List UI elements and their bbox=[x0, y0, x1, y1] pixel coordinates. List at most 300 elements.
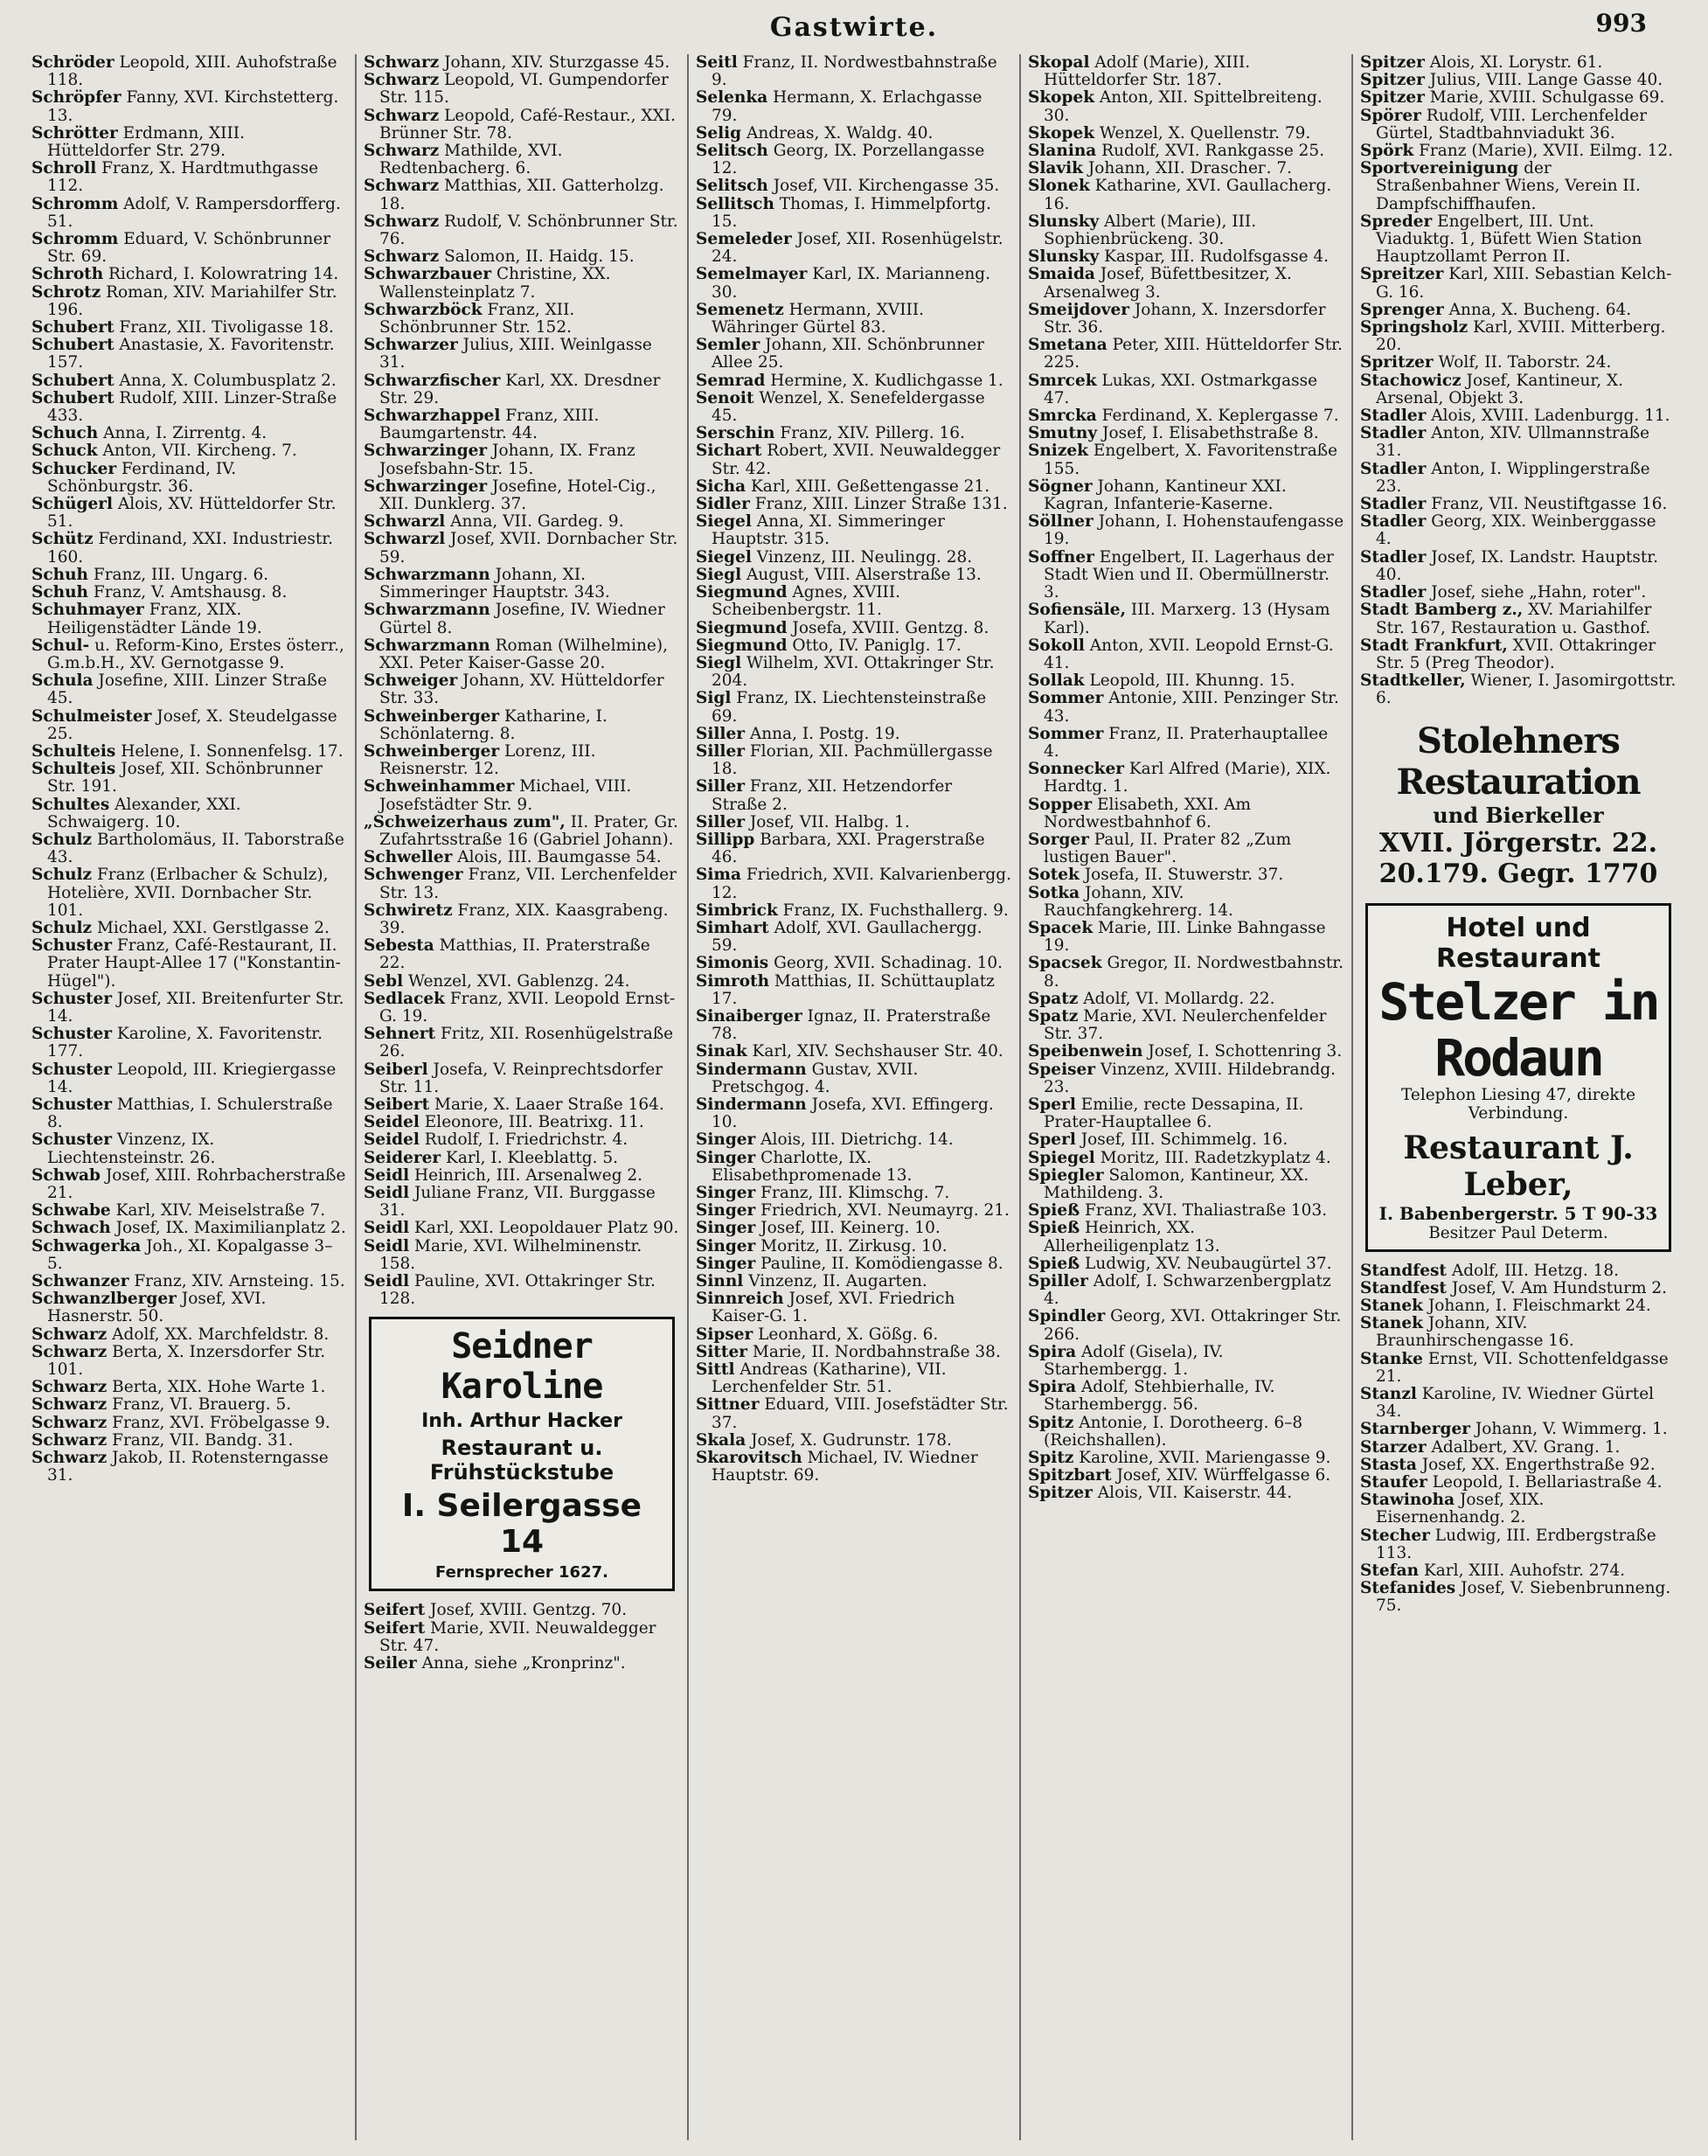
entry-details: Leopold, XIII. Auhofstraße 118. bbox=[47, 54, 337, 90]
entry-name: Stefanides bbox=[1360, 1579, 1456, 1598]
entry-details: Gregor, II. Nordwestbahnstr. 8. bbox=[1044, 954, 1343, 991]
entry-name: Sinaiberger bbox=[696, 1006, 802, 1026]
entry-details: Alois, XVIII. Ladenburgg. 11. bbox=[1426, 407, 1670, 426]
directory-entry bbox=[1028, 866, 1344, 884]
directory-entry bbox=[1360, 72, 1677, 89]
entry-details: Andreas (Katharine), VII. Lerchenfelder Str. 51. bbox=[712, 1360, 947, 1397]
entry-name: Sinnl bbox=[696, 1272, 744, 1291]
entry-name: Schubert bbox=[31, 336, 115, 355]
entry-details: Robert, XVII. Neuwaldegger Str. 42. bbox=[712, 442, 1001, 478]
entry-details: Charlotte, IX. Elisabethpromenade 13. bbox=[712, 1148, 913, 1185]
entry-name: Slonek bbox=[1028, 177, 1090, 196]
entry-details: Moritz, II. Zirkusg. 10. bbox=[755, 1236, 948, 1255]
entry-name: Seifert bbox=[364, 1601, 426, 1620]
directory-entry bbox=[364, 743, 680, 778]
directory-entry bbox=[31, 496, 348, 531]
entry-name: Sommer bbox=[1028, 724, 1104, 743]
directory-entry bbox=[1028, 1008, 1344, 1043]
ad-stolehner-sub: und Bierkeller bbox=[1433, 802, 1604, 828]
entry-name: Sebesta bbox=[364, 936, 434, 956]
directory-entry bbox=[31, 231, 348, 266]
entry-details: Johann, X. Inzersdorfer Str. 36. bbox=[1044, 300, 1326, 337]
entry-details: der Straßenbahner Wiens, Verein II. Dampfschiffhaufen. bbox=[1376, 159, 1641, 213]
entry-name: Stadler bbox=[1360, 407, 1427, 426]
entry-name: Schröder bbox=[31, 54, 115, 72]
directory-entry bbox=[696, 1255, 1012, 1273]
directory-entry bbox=[696, 177, 1012, 195]
entry-details: Franz (Erlbacher & Schulz), Hotelière, XVII. Dornbacher Str. 101. bbox=[47, 866, 329, 920]
directory-entry bbox=[696, 567, 1012, 584]
entry-details: Rudolf, XIII. Linzer-Straße 433. bbox=[47, 388, 337, 426]
directory-entry bbox=[31, 567, 348, 584]
entry-details: Adolf, I. Schwarzenbergplatz 4. bbox=[1044, 1272, 1331, 1309]
directory-entry bbox=[696, 1096, 1012, 1131]
entry-details: Karl Alfred (Marie), XIX. Hardtg. 1. bbox=[1044, 760, 1331, 796]
entry-name: Spitzer bbox=[1360, 71, 1425, 90]
ad-leber-address: I. Babenbergerstr. 5 T 90-33 bbox=[1378, 1202, 1658, 1224]
entry-details: III. Marxerg. 13 (Hysam Karl). bbox=[1044, 601, 1330, 637]
entry-details: Franz, IX. Liechtensteinstraße 69. bbox=[712, 689, 987, 726]
directory-entry bbox=[31, 442, 348, 460]
entry-details: Matthias, XII. Gatterholzg. 18. bbox=[379, 177, 664, 213]
entry-name: Stadtkeller, bbox=[1360, 671, 1466, 691]
directory-entry bbox=[696, 1273, 1012, 1290]
entry-name: Schubert bbox=[31, 318, 115, 337]
entry-name: Stadler bbox=[1360, 495, 1427, 514]
entry-name: Schuster bbox=[31, 1095, 113, 1114]
entry-name: Singer bbox=[696, 1184, 756, 1202]
entry-name: Schwenger bbox=[364, 866, 463, 885]
entry-name: Simbrick bbox=[696, 901, 778, 920]
entry-name: Singer bbox=[696, 1254, 756, 1273]
entry-name: Siegel bbox=[696, 512, 752, 532]
entry-details: Erdmann, XIII. Hütteldorfer Str. 279. bbox=[47, 123, 245, 161]
directory-entry bbox=[1028, 796, 1344, 831]
entry-details: Rudolf, VIII. Lerchenfelder Gürtel, Stadtbahnviadukt 36. bbox=[1376, 106, 1648, 143]
directory-entry bbox=[696, 425, 1012, 442]
directory-entry bbox=[364, 337, 680, 372]
directory-entry bbox=[1360, 1527, 1677, 1562]
entry-details: Johann, I. Fleischmarkt 24. bbox=[1422, 1296, 1651, 1315]
directory-entry bbox=[31, 1326, 348, 1344]
entry-name: Simonis bbox=[696, 954, 769, 973]
entry-details: Johann, V. Wimmerg. 1. bbox=[1470, 1420, 1668, 1439]
entry-name: Spieß bbox=[1028, 1201, 1080, 1221]
entry-details: u. Reform-Kino, Erstes österr., G.m.b.H., XV. Gernotgasse 9. bbox=[47, 636, 344, 672]
entry-details: Salomon, Kantineur, XX. Mathildeng. 3. bbox=[1044, 1165, 1309, 1202]
directory-entry bbox=[364, 302, 680, 337]
entry-details: Georg, IX. Porzellangasse 12. bbox=[712, 142, 985, 178]
directory-entry bbox=[696, 89, 1012, 124]
entry-details: XV. Mariahilfer Str. 167, Restauration u. Gasthof. bbox=[1376, 601, 1652, 637]
entry-details: Anna, siehe „Kronprinz". bbox=[416, 1654, 626, 1673]
entry-name: Spindler bbox=[1028, 1307, 1106, 1326]
entry-details: Marie, XVI. Wilhelminenstr. 158. bbox=[379, 1236, 642, 1273]
column-2-entries-after bbox=[364, 1602, 680, 1673]
entry-details: Karl, XVIII. Mitterberg. 20. bbox=[1376, 318, 1666, 355]
directory-entry bbox=[1028, 1255, 1344, 1273]
entry-name: Smutny bbox=[1028, 424, 1098, 443]
entry-details: Michael, XXI. Gerstlgasse 2. bbox=[92, 918, 330, 937]
entry-name: Spritzer bbox=[1360, 353, 1434, 372]
ad-seidner-phone: Fernsprecher 1627. bbox=[435, 1563, 608, 1582]
ad-stelzer-name: Stelzer in Rodaun bbox=[1378, 971, 1658, 1088]
directory-entry bbox=[1028, 89, 1344, 124]
entry-name: Sofiensäle, bbox=[1028, 601, 1127, 620]
directory-entry bbox=[31, 937, 348, 991]
entry-details: Matthias, I. Schulerstraße 8. bbox=[47, 1095, 333, 1132]
entry-name: Schwarzl bbox=[364, 530, 446, 549]
directory-entry bbox=[31, 196, 348, 231]
entry-details: Josefine, XIII. Linzer Straße 45. bbox=[47, 671, 328, 708]
column-2-entries bbox=[364, 54, 680, 1308]
entry-name: Sögner bbox=[1028, 476, 1093, 496]
entry-name: Starnberger bbox=[1360, 1420, 1470, 1439]
directory-entry bbox=[696, 1131, 1012, 1149]
advertisement-stelzer bbox=[1365, 903, 1671, 1252]
entry-name: Schulz bbox=[31, 830, 93, 849]
entry-details: Georg, XIX. Weinberggasse 4. bbox=[1376, 512, 1656, 549]
entry-details: Eduard, V. Schönbrunner Str. 69. bbox=[47, 230, 331, 267]
entry-details: Ferdinand, X. Keplergasse 7. bbox=[1096, 407, 1339, 426]
entry-details: Franz, XVI. Fröbelgasse 9. bbox=[107, 1413, 330, 1432]
entry-name: Sopper bbox=[1028, 795, 1093, 814]
entry-name: Seitl bbox=[696, 54, 738, 72]
entry-name: Sommer bbox=[1028, 689, 1104, 708]
directory-entry bbox=[1028, 1167, 1344, 1202]
directory-entry bbox=[696, 743, 1012, 778]
entry-details: Leopold, VI. Gumpendorfer Str. 115. bbox=[379, 71, 669, 108]
entry-name: Spitz bbox=[1028, 1449, 1074, 1468]
entry-name: Selig bbox=[696, 123, 742, 143]
entry-name: Stadt Frankfurt, bbox=[1360, 636, 1508, 655]
directory-entry bbox=[364, 991, 680, 1026]
entry-details: Hermann, XVIII. Währinger Gürtel 83. bbox=[712, 300, 925, 337]
entry-name: Sperl bbox=[1028, 1130, 1076, 1150]
entry-name: Slanina bbox=[1028, 142, 1097, 161]
entry-name: Sindermann bbox=[696, 1095, 807, 1114]
entry-name: Schulz bbox=[31, 866, 93, 885]
entry-name: Siller bbox=[696, 777, 745, 796]
entry-name: Schwarzböck bbox=[364, 300, 483, 319]
entry-name: Speibenwein bbox=[1028, 1042, 1143, 1061]
directory-entry bbox=[1360, 1262, 1677, 1280]
entry-details: Wiener, I. Jasomirgottstr. 6. bbox=[1376, 671, 1677, 708]
entry-name: Smrcek bbox=[1028, 371, 1097, 390]
directory-entry bbox=[31, 54, 348, 89]
entry-name: Slavik bbox=[1028, 159, 1083, 178]
entry-details: Anna, X. Columbusplatz 2. bbox=[114, 371, 337, 390]
entry-details: Gustav, XVII. Pretschgog. 4. bbox=[712, 1060, 919, 1096]
entry-details: Josef, XII. Schönbrunner Str. 191. bbox=[47, 760, 323, 796]
entry-name: Spiller bbox=[1028, 1272, 1088, 1291]
entry-details: Marie, XVIII. Schulgasse 69. bbox=[1424, 88, 1665, 108]
entry-name: Schwarz bbox=[31, 1449, 108, 1468]
entry-details: Ludwig, III. Erdbergstraße 113. bbox=[1376, 1526, 1656, 1562]
entry-name: Siegl bbox=[696, 565, 742, 584]
directory-entry bbox=[1028, 1450, 1344, 1467]
entry-name: Singer bbox=[696, 1236, 756, 1255]
column-4 bbox=[1021, 54, 1353, 2140]
directory-entry bbox=[1360, 302, 1677, 319]
directory-entry bbox=[1028, 478, 1344, 513]
directory-entry bbox=[364, 637, 680, 672]
entry-name: Schulmeister bbox=[31, 706, 152, 726]
entry-name: Schuhmayer bbox=[31, 601, 144, 620]
directory-entry bbox=[31, 1026, 348, 1061]
entry-name: Schrotz bbox=[31, 282, 101, 302]
entry-name: Sollak bbox=[1028, 671, 1085, 691]
entry-name: Schwarzhappel bbox=[364, 407, 501, 426]
directory-entry bbox=[31, 390, 348, 425]
directory-entry bbox=[1028, 1379, 1344, 1414]
directory-entry bbox=[1028, 1344, 1344, 1379]
entry-details: Josef, III. Schimmelg. 16. bbox=[1075, 1130, 1288, 1150]
page-header-title: Gastwirte. bbox=[769, 12, 939, 43]
entry-details: Josefine, Hotel-Cig., XII. Dunklerg. 37. bbox=[379, 476, 656, 514]
entry-details: Josef, siehe „Hahn, roter". bbox=[1426, 583, 1647, 602]
entry-name: Siegmund bbox=[696, 583, 788, 602]
directory-entry bbox=[1028, 1220, 1344, 1255]
directory-entry bbox=[1360, 602, 1677, 636]
directory-entry bbox=[1360, 407, 1677, 425]
entry-name: Spacsek bbox=[1028, 954, 1102, 973]
directory-entry bbox=[696, 690, 1012, 725]
entry-name: Schuh bbox=[31, 583, 88, 602]
entry-details: Adolf, XX. Marchfeldstr. 8. bbox=[107, 1325, 330, 1344]
entry-name: Sotek bbox=[1028, 866, 1080, 885]
entry-details: Josef, V. Am Hundsturm 2. bbox=[1446, 1278, 1668, 1297]
entry-details: Marie, XVI. Neulerchenfelder Str. 37. bbox=[1044, 1006, 1327, 1044]
entry-name: Stadler bbox=[1360, 424, 1427, 443]
entry-name: Schwarz bbox=[31, 1378, 108, 1397]
entry-name: Schwarz bbox=[364, 71, 440, 90]
entry-name: Schwarzinger bbox=[364, 442, 488, 461]
entry-details: Matthias, II. Praterstraße 22. bbox=[379, 936, 650, 973]
entry-details: Alois, III. Baumgasse 54. bbox=[452, 848, 662, 867]
entry-name: Semler bbox=[696, 336, 760, 355]
directory-entry bbox=[31, 125, 348, 160]
directory-entry bbox=[1360, 584, 1677, 602]
entry-name: Stanzl bbox=[1360, 1384, 1417, 1403]
directory-entry bbox=[1028, 831, 1344, 866]
directory-entry bbox=[696, 302, 1012, 337]
entry-details: Christine, XX. Wallensteinplatz 7. bbox=[379, 265, 611, 302]
directory-entry bbox=[364, 213, 680, 248]
directory-entry bbox=[31, 266, 348, 283]
entry-name: Stefan bbox=[1360, 1561, 1420, 1580]
directory-entry bbox=[31, 637, 348, 672]
directory-entry bbox=[696, 54, 1012, 89]
directory-entry bbox=[1028, 885, 1344, 920]
entry-name: Schwarzmann bbox=[364, 601, 490, 620]
entry-details: Franz, XVII. Leopold Ernst-G. 19. bbox=[379, 989, 676, 1026]
directory-entry bbox=[696, 902, 1012, 920]
entry-name: Schulteis bbox=[31, 741, 116, 761]
entry-details: Fritz, XII. Rosenhügelstraße 26. bbox=[379, 1025, 674, 1061]
directory-entry bbox=[31, 337, 348, 372]
entry-name: Schwarzmann bbox=[364, 565, 490, 584]
entry-name: Sima bbox=[696, 866, 741, 885]
entry-name: Schultes bbox=[31, 795, 110, 814]
entry-details: Engelbert, X. Favoritenstraße 155. bbox=[1044, 442, 1338, 478]
entry-details: Josef, IX. Maximilianplatz 2. bbox=[110, 1219, 346, 1238]
directory-entry bbox=[1028, 266, 1344, 301]
directory-entry bbox=[696, 1150, 1012, 1185]
entry-details: Lorenz, III. Reisnerstr. 12. bbox=[379, 741, 596, 779]
entry-name: Sichart bbox=[696, 442, 762, 461]
entry-name: Sinnreich bbox=[696, 1290, 784, 1309]
directory-entry bbox=[364, 937, 680, 972]
directory-entry bbox=[31, 991, 348, 1026]
entry-name: Spitzer bbox=[1360, 88, 1425, 108]
entry-details: Franz, Café-Restaurant, II. Prater Haupt-Allee 17 ("Konstantin-Hügel"). bbox=[47, 936, 341, 991]
entry-name: Sittl bbox=[696, 1360, 735, 1380]
entry-details: Roman, XIV. Mariahilfer Str. 196. bbox=[47, 282, 337, 319]
entry-name: Skala bbox=[696, 1430, 746, 1450]
entry-name: Schul- bbox=[31, 636, 90, 655]
entry-details: Peter, XIII. Hütteldorfer Str. 225. bbox=[1044, 336, 1343, 372]
entry-name: Spörk bbox=[1360, 142, 1414, 161]
entry-details: Josef, Büfettbesitzer, X. Arsenalweg 3. bbox=[1044, 265, 1292, 302]
directory-entry bbox=[1360, 672, 1677, 707]
entry-details: Otto, IV. Paniglg. 17. bbox=[787, 636, 962, 655]
entry-name: Spitzbart bbox=[1028, 1466, 1112, 1485]
entry-name: Sigl bbox=[696, 689, 732, 708]
entry-details: Josef, I. Schottenring 3. bbox=[1142, 1042, 1343, 1061]
entry-details: Leopold, III. Kriegiergasse 14. bbox=[47, 1060, 337, 1096]
entry-name: Siegmund bbox=[696, 636, 788, 655]
entry-name: Schwarzl bbox=[364, 512, 446, 532]
entry-details: Adolf (Gisela), IV. Starhembergg. 1. bbox=[1044, 1342, 1224, 1380]
directory-entry bbox=[1028, 1273, 1344, 1308]
directory-entry bbox=[364, 407, 680, 442]
directory-entry bbox=[1360, 1386, 1677, 1421]
directory-entry bbox=[696, 143, 1012, 177]
column-1 bbox=[24, 54, 357, 2140]
ad-leber-name: Restaurant J. Leber, bbox=[1403, 1129, 1634, 1203]
entry-details: Josef, XVI. Friedrich Kaiser-G. 1. bbox=[712, 1290, 955, 1326]
directory-entry bbox=[1028, 425, 1344, 442]
directory-entry bbox=[364, 567, 680, 602]
directory-entry bbox=[1028, 54, 1344, 89]
entry-details: Wenzel, X. Quellenstr. 79. bbox=[1094, 123, 1311, 143]
directory-entry bbox=[364, 108, 680, 143]
directory-entry bbox=[1028, 1202, 1344, 1220]
entry-name: Spitzer bbox=[1360, 54, 1425, 72]
entry-name: Schwiretz bbox=[364, 901, 453, 920]
directory-entry bbox=[364, 1273, 680, 1308]
directory-entry bbox=[31, 1220, 348, 1237]
entry-name: Sinak bbox=[696, 1042, 747, 1061]
entry-details: Franz, VII. Bandg. 31. bbox=[107, 1430, 294, 1450]
directory-entry bbox=[31, 160, 348, 195]
entry-name: Snizek bbox=[1028, 442, 1088, 461]
directory-entry bbox=[364, 1131, 680, 1149]
entry-details: Karoline, X. Favoritenstr. 177. bbox=[47, 1025, 323, 1061]
directory-entry bbox=[1360, 160, 1677, 213]
directory-entry bbox=[1028, 1485, 1344, 1502]
entry-details: Alois, VII. Kaiserstr. 44. bbox=[1092, 1484, 1293, 1503]
entry-details: Thomas, I. Himmelpfortg. 15. bbox=[712, 194, 991, 231]
directory-entry bbox=[1028, 407, 1344, 425]
entry-details: Johann, XI. Simmeringer Hauptstr. 343. bbox=[379, 565, 610, 602]
entry-name: Sindermann bbox=[696, 1060, 807, 1079]
entry-name: Schwarz bbox=[364, 212, 440, 231]
entry-name: Sittner bbox=[696, 1395, 760, 1415]
entry-details: Julius, VIII. Lange Gasse 40. bbox=[1424, 71, 1663, 90]
directory-entry bbox=[31, 1379, 348, 1396]
entry-name: Smaida bbox=[1028, 265, 1095, 284]
entry-details: Bartholomäus, II. Taborstraße 43. bbox=[47, 830, 344, 867]
entry-details: Friedrich, XVI. Neumayrg. 21. bbox=[755, 1201, 1010, 1221]
entry-name: Schuster bbox=[31, 989, 113, 1008]
directory-entry bbox=[1028, 442, 1344, 477]
entry-details: Georg, XVI. Ottakringer Str. 266. bbox=[1044, 1307, 1342, 1344]
entry-name: Spitzer bbox=[1028, 1484, 1093, 1503]
directory-entry bbox=[696, 637, 1012, 655]
entry-details: Marie, II. Nordbahnstraße 38. bbox=[747, 1342, 1001, 1361]
directory-entry bbox=[1360, 513, 1677, 548]
directory-entry bbox=[696, 125, 1012, 143]
directory-entry bbox=[1360, 89, 1677, 107]
entry-name: Spatz bbox=[1028, 989, 1079, 1008]
ad-leber-owner: Besitzer Paul Determ. bbox=[1428, 1223, 1608, 1242]
directory-entry bbox=[1028, 761, 1344, 796]
entry-details: Anton, XVII. Leopold Ernst-G. 41. bbox=[1044, 636, 1334, 672]
entry-details: Vinzenz, XVIII. Hildebrandg. 23. bbox=[1044, 1060, 1337, 1096]
directory-entry bbox=[31, 1167, 348, 1202]
entry-details: Johann, XII. Draschег. 7. bbox=[1082, 159, 1293, 178]
entry-name: Smrcka bbox=[1028, 407, 1097, 426]
directory-entry bbox=[364, 72, 680, 107]
entry-details: Hermann, X. Erlachgasse 79. bbox=[712, 88, 982, 125]
entry-details: Alois, XV. Hütteldorfer Str. 51. bbox=[47, 495, 337, 532]
directory-entry bbox=[696, 955, 1012, 972]
entry-name: Slunsky bbox=[1028, 212, 1100, 231]
entry-details: Heinrich, III. Arsenalweg 2. bbox=[409, 1165, 643, 1185]
directory-entry bbox=[364, 1602, 680, 1619]
entry-name: Schuster bbox=[31, 936, 113, 956]
entry-name: Soffner bbox=[1028, 547, 1094, 567]
entry-details: Vinzenz, IX. Liechtensteinstr. 26. bbox=[47, 1130, 216, 1167]
entry-details: Anton, XII. Spittelbreiteng. 30. bbox=[1044, 88, 1323, 125]
entry-details: Franz (Marie), XVII. Eilmg. 12. bbox=[1413, 142, 1674, 161]
directory-entry bbox=[1028, 602, 1344, 636]
entry-details: Johann, IX. Franz Josefsbahn-Str. 15. bbox=[379, 442, 635, 478]
directory-entry bbox=[1028, 1467, 1344, 1485]
directory-entry bbox=[364, 1238, 680, 1273]
entry-name: Spacek bbox=[1028, 918, 1094, 937]
entry-name: Seiderer bbox=[364, 1148, 441, 1167]
entry-name: Spira bbox=[1028, 1342, 1077, 1361]
entry-name: Skopek bbox=[1028, 123, 1095, 143]
ad-seidner-type: Restaurant u. Frühstückstube bbox=[429, 1436, 614, 1485]
directory-entry bbox=[31, 531, 348, 566]
directory-entry bbox=[31, 1415, 348, 1432]
entry-details: Karl, IX. Mariannеng. 30. bbox=[712, 265, 991, 302]
directory-entry bbox=[364, 849, 680, 866]
directory-entry bbox=[364, 708, 680, 743]
entry-details: Josef, XIII. Rohrbacherstraße 21. bbox=[47, 1165, 346, 1202]
entry-name: Schwarz bbox=[364, 247, 440, 267]
directory-entry bbox=[1028, 177, 1344, 212]
directory-entry bbox=[364, 54, 680, 72]
entry-details: Juliane Franz, VII. Burggasse 31. bbox=[379, 1184, 656, 1221]
entry-name: Standfest bbox=[1360, 1261, 1447, 1280]
column-2 bbox=[357, 54, 689, 2140]
entry-name: Siller bbox=[696, 812, 745, 831]
